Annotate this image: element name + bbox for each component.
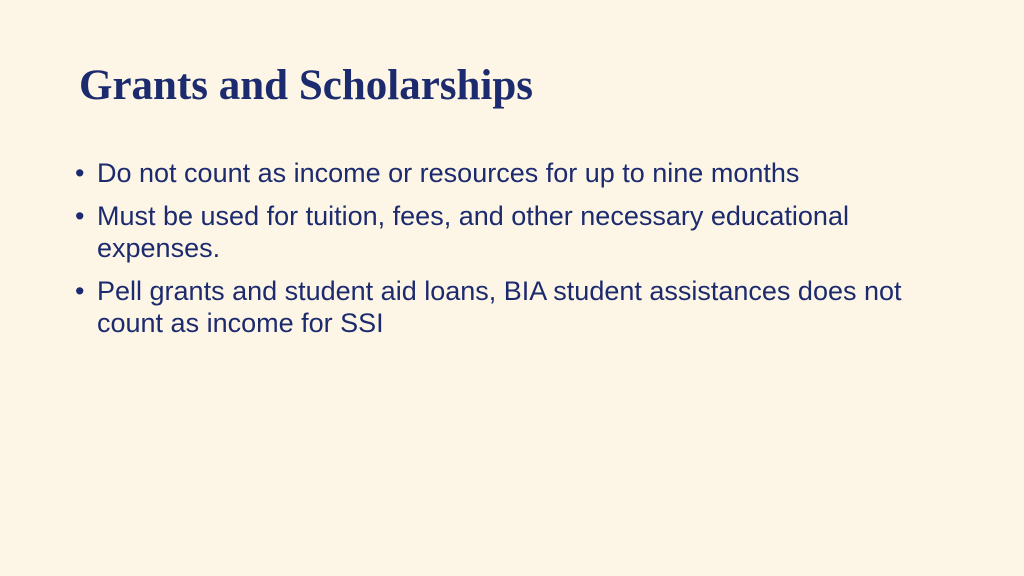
bullet-dot-icon: • (75, 158, 85, 188)
bullet-text: Must be used for tuition, fees, and other necessary educational expenses. (97, 201, 849, 263)
bullet-item (75, 157, 955, 189)
bullet-text: Do not count as income or resources for up to nine months (97, 158, 800, 188)
bullet-dot-icon: • (75, 201, 85, 231)
bullet-item (75, 200, 955, 264)
bullet-list (75, 157, 955, 350)
bullet-dot-icon: • (75, 276, 85, 306)
bullet-text: Pell grants and student aid loans, BIA student assistances does not count as income for SSI (97, 276, 902, 338)
slide-title: Grants and Scholarships (79, 62, 534, 109)
bullet-item (75, 275, 955, 339)
